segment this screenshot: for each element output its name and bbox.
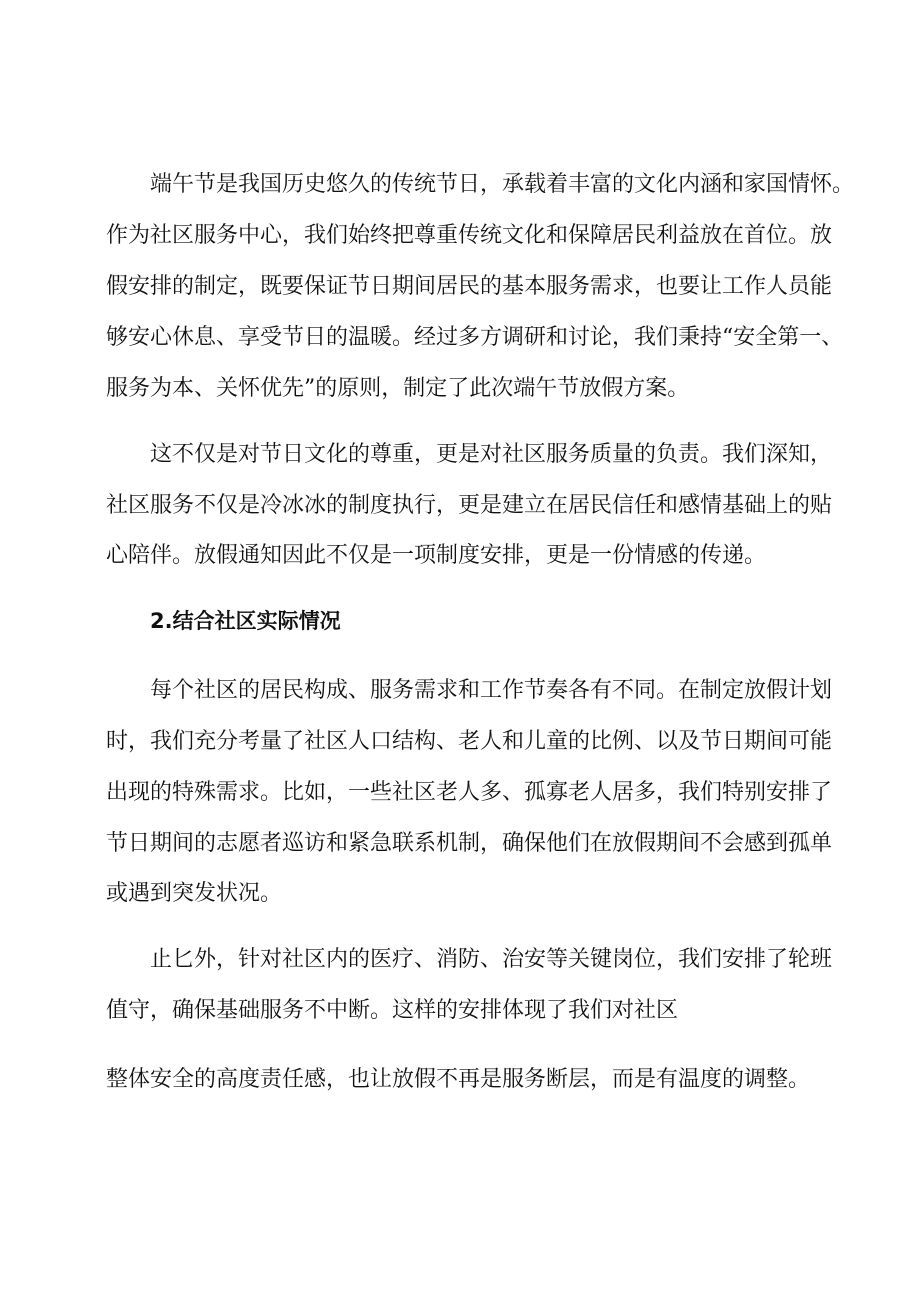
paragraph-4-line-3: 整体安全的高度责任感，也让放假不再是服务断层，而是有温度的调整。 [106,1067,811,1092]
paragraph-3-line-5: 或遇到突发状况。 [106,881,283,906]
paragraph-3-line-4: 节日期间的志愿者巡访和紧急联系机制，确保他们在放假期间不会感到孤单 [106,831,833,856]
paragraph-2-line-1: 这不仅是对节日文化的尊重，更是对社区服务质量的负责。我们深知， [150,442,833,467]
paragraph-4-line-2: 值守，确保基础服务不中断。这样的安排体现了我们对社区 [106,998,679,1023]
paragraph-1-line-3: 假安排的制定，既要保证节日期间居民的基本服务需求，也要让工作人员能 [106,274,833,299]
paragraph-1-line-5: 服务为本、关怀优先”的原则，制定了此次端午节放假方案。 [106,376,690,401]
paragraph-3-line-1: 每个社区的居民构成、服务需求和工作节奏各有不同。在制定放假计划 [150,678,833,703]
paragraph-1-line-2: 作为社区服务中心，我们始终把尊重传统文化和保障居民利益放在首位。放 [106,223,833,248]
paragraph-1-line-4: 够安心休息、享受节日的温暖。经过多方调研和讨论，我们秉持“安全第一、 [106,325,844,350]
section-heading: 2.结合社区实际情况 [150,609,341,633]
paragraph-2-line-2: 社区服务不仅是冷冰冰的制度执行，更是建立在居民信任和感情基础上的贴 [106,493,833,518]
paragraph-2-line-3: 心陪伴。放假通知因此不仅是一项制度安排，更是一份情感的传递。 [106,543,767,568]
paragraph-1-line-1: 端午节是我国历史悠久的传统节日，承载着丰富的文化内涵和家国情怀。 [150,172,855,197]
paragraph-3-line-3: 出现的特殊需求。比如，一些社区老人多、孤寡老人居多，我们特别安排了 [106,780,833,805]
paragraph-4-line-1: 止匕外，针对社区内的医疗、消防、治安等关键岗位，我们安排了轮班 [150,947,833,972]
paragraph-3-line-2: 时，我们充分考量了社区人口结构、老人和儿童的比例、以及节日期间可能 [106,729,833,754]
